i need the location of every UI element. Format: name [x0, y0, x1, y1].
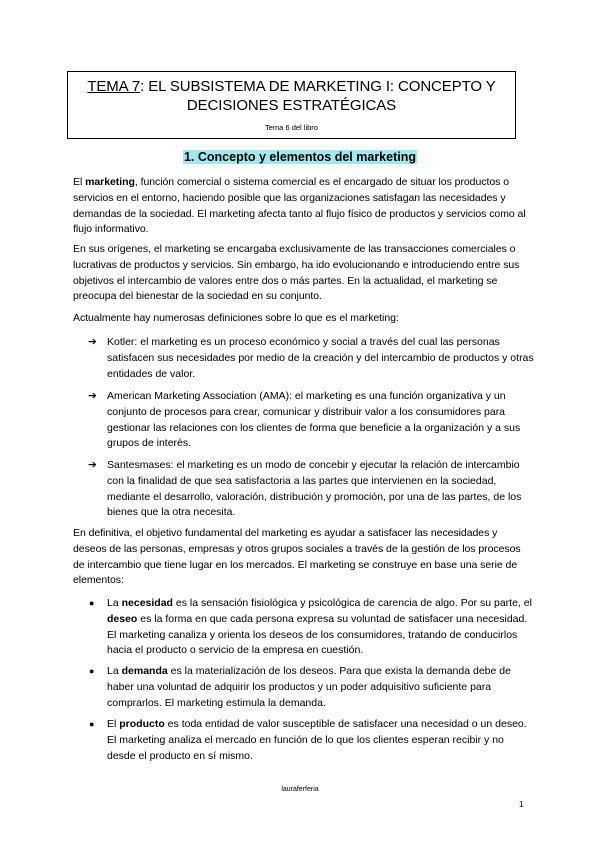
page-title — [68, 77, 515, 115]
definition-text: American Marketing Association (AMA): el marketing es una función organizativa y un conjunto de procesos para crear, comunicar y distribuir valor a los consumidores para gestionar las relaciones con los clientes de forma que beneficie a la organización y a sus grupos de interés. — [107, 390, 521, 450]
arrow-icon: ➔ — [88, 336, 97, 348]
book-reference: Tema 6 del libro — [265, 123, 318, 132]
footer-author: lauraferferia — [281, 786, 319, 793]
e1-text-pre: La — [107, 597, 122, 609]
e3-bold-term: producto — [119, 718, 165, 730]
p1-text-post: , función comercial o sistema comercial es el encargado de situar los productos o servicios en el entorno, haciendo posible que las organizaciones satisfagan las necesidades y demandas de la sociedad. El marketing afecta tanto al flujo físico de productos y servicios como al flujo informativo. — [73, 176, 526, 236]
bullet-icon: ● — [89, 598, 95, 608]
p1-bold-term: marketing — [85, 176, 135, 188]
title-line-2: DECISIONES ESTRATÉGICAS — [186, 97, 397, 114]
definition-text: Kotler: el marketing es un proceso económico y social a través del cual las personas satisfacen sus necesidades por medio de la creación y del intercambio de productos y otras entidades de valor. — [107, 336, 534, 380]
section-heading-text: 1. Concepto y elementos del marketing — [183, 150, 416, 164]
e3-text-post: es toda entidad de valor susceptible de satisfacer una necesidad o un deseo. El marketing analiza el mercado en función de lo que los clientes esperan recibir y no desde el producto en sí mismo. — [107, 718, 527, 762]
paragraph-definitions-intro: Actualmente hay numerosas definiciones sobre lo que es el marketing: — [73, 312, 399, 324]
title-box — [67, 71, 516, 139]
definition-text: Santesmases: el marketing es un modo de concebir y ejecutar la relación de intercambio con la finalidad de que sea satisfactoria a las partes que intervienen en la sociedad, mediante el desarrollo, valoración, distribución y promoción, por una de las partes, de los bienes que la otra necesita. — [107, 459, 522, 519]
e2-bold-term: demanda — [121, 665, 168, 677]
e1-text-mid: es la sensación fisiológica y psicológica de carencia de algo. Por su parte, el — [172, 597, 532, 609]
paragraph-intro — [73, 175, 533, 238]
topic-label: TEMA 7 — [87, 78, 141, 95]
bullet-icon: ● — [89, 666, 95, 676]
e1-bold-term-2: deseo — [107, 612, 138, 625]
arrow-icon: ➔ — [88, 390, 97, 402]
e1-bold-term: necesidad — [121, 597, 173, 609]
p1-text-pre: El — [73, 176, 86, 188]
paragraph-origins: En sus orígenes, el marketing se encargaba exclusivamente de las transacciones comerciales o lucrativas de productos y servicios. Sin embargo, ha ido evolucionando e introduciendo entre sus objetivos el intercambio de valores entre dos o más partes. En la actualidad, el marketing se preocupa del bienestar de la sociedad en su conjunto. — [73, 243, 520, 303]
arrow-icon: ➔ — [88, 459, 97, 471]
element-text — [107, 664, 534, 711]
element-text — [107, 596, 534, 659]
section-heading — [0, 148, 600, 166]
paragraph-conclusion: En definitiva, el objetivo fundamental del marketing es ayudar a satisfacer las necesidades y deseos de las personas, empresas y otros grupos sociales a través de la gestión de los procesos de intercambio que tiene lugar en los mercados. El marketing se construye en base una serie de elementos: — [73, 527, 521, 587]
e2-text-post: es la materialización de los deseos. Para que exista la demanda debe de haber una voluntad de adquirir los productos y un poder adquisitivo suficiente para comprarlos. El marketing estimula la demanda. — [107, 665, 511, 709]
page-number: 1 — [519, 800, 524, 809]
bullet-icon: ● — [89, 719, 95, 729]
e3-text-pre: El — [107, 718, 120, 730]
e1-text-post: es la forma en que cada persona expresa su voluntad de satisfacer una necesidad. El marketing canaliza y orienta los deseos de los consumidores, tratando de conducirlos hacia el producto o servicio de la empresa en cuestión. — [107, 612, 528, 657]
element-text — [107, 717, 534, 764]
e2-text-pre: La — [107, 665, 122, 677]
title-rest: : EL SUBSISTEMA DE MARKETING I: CONCEPTO Y — [140, 78, 496, 95]
